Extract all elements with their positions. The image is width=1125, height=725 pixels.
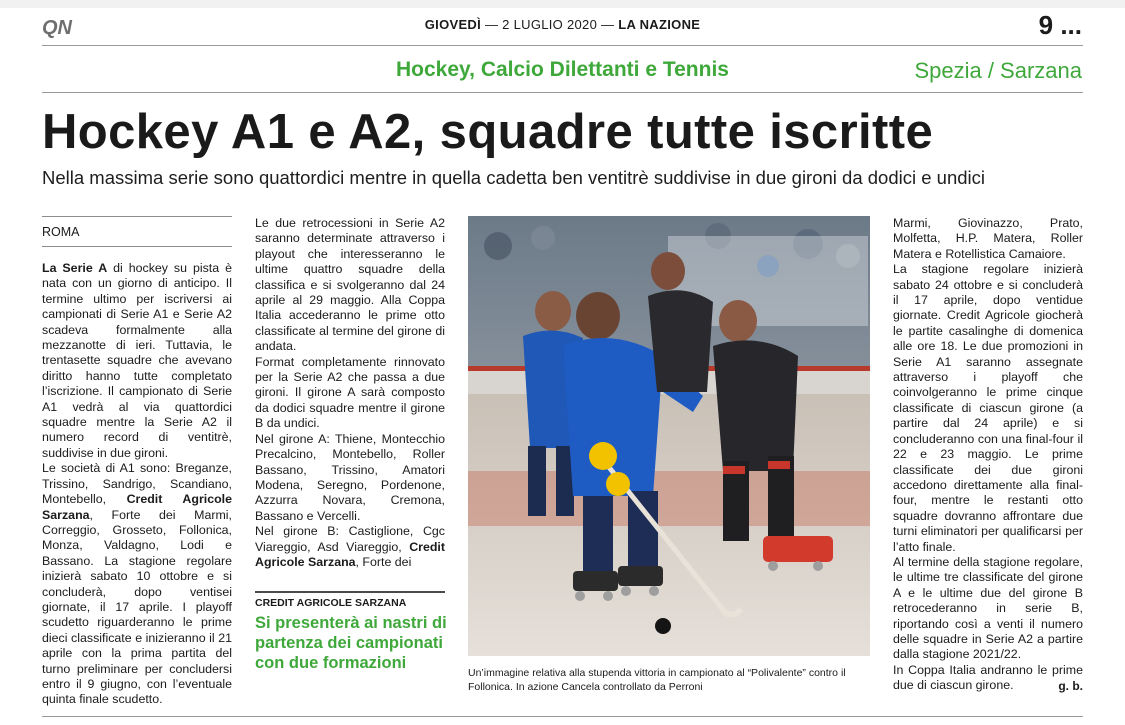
paragraph-text: Le società di A1 sono: Breganze, Trissino, Sandrigo, Scandiano, Montebello, (42, 461, 232, 507)
dateline-rule-top (42, 216, 232, 217)
paragraph-text: di hockey su pista è nata con un giorno di anticipo. Il termine ultimo per iscriversi ai campionati di Serie A1 e Serie A2 scadeva formalmente alla mezzanotte di ieri. Tuttavia, le trentasette squadre che avevano diritto hanno tutte completato l’iscrizione. Il campionato di Serie A1 vedrà al via quattordici squadre mentre la Serie A2 il numero record di ventitrè, suddivise in due gironi. (42, 261, 232, 460)
author-signature: g. b. (1058, 679, 1083, 693)
svg-text:QN: QN (42, 17, 72, 38)
article-column-2 (255, 216, 445, 570)
box-label: CREDIT AGRICOLE SARZANA (255, 597, 407, 609)
team-name-bold: Credit Agricole Sarzana (42, 492, 232, 522)
section-title: Hockey, Calcio Dilettanti e Tennis (396, 58, 729, 81)
dateline (0, 17, 1125, 32)
column-1-paragraph-1 (42, 261, 232, 461)
hockey-photo (468, 216, 870, 656)
article-dateline: ROMA (42, 225, 80, 239)
box-rule (255, 591, 445, 593)
date-day: GIOVEDÌ (424, 17, 482, 32)
paragraph-text: , Forte dei (355, 554, 412, 569)
paragraph-text: , Forte dei Marmi, Correggio, Grosseto, Follonica, Monza, Valdagno, Lodi e Bassano. La stagione regolare inizierà sabato 10 ottobre e si concluderà, dopo ventisei giornate, il 17 aprile. I playoff scudetto riguarderanno le prime dieci classificate e inizieranno il 21 aprile con la prima partita del turno preliminare per concludersi entro il 9 giugno, con l’eventuale quinta finale scudetto. (42, 507, 232, 707)
column-2-paragraph-1: Le due retrocessioni in Serie A2 saranno determinate attraverso i playout che interesseranno le ultime quattro squadre della classifica e si svolgeranno dal 24 aprile al 29 maggio. Alla Coppa Italia accederanno le prime otto classificate al termine del girone di andata. (255, 216, 445, 354)
article-column-3 (893, 216, 1083, 694)
paragraph-text: Nel girone B: Castiglione, Cgc Viareggio, Asd Viareggio, (255, 524, 445, 554)
top-margin-strip (0, 0, 1125, 8)
lead-in: La Serie A (42, 261, 108, 275)
newspaper-name: LA NAZIONE (618, 17, 701, 32)
footer-rule (42, 716, 1083, 717)
article-subheadline: Nella massima serie sono quattordici mentre in quella cadetta ben ventitrè suddivise in due gironi da dodici e undici (42, 167, 986, 188)
column-2-paragraph-2: Format completamente rinnovato per la Serie A2 che passa a due gironi. Il girone A sarà composto da dodici squadre mentre il girone B da undici. (255, 354, 445, 431)
photo-caption: Un’immagine relativa alla stupenda vittoria in campionato al “Polivalente” contro il Follonica. In azione Cancela controllato da Perroni (468, 667, 846, 693)
column-2-paragraph-4 (255, 524, 445, 570)
column-3-paragraph-4: In Coppa Italia andranno le prime due di ciascun girone. (893, 662, 1083, 693)
team-name-bold: Credit Agricole Sarzana (255, 539, 445, 569)
box-title: Si presenterà ai nastri di partenza dei campionati con due formazioni (255, 614, 447, 672)
dateline-rule-bottom (42, 246, 232, 247)
column-2-paragraph-3: Nel girone A: Thiene, Montecchio Precalcino, Montebello, Roller Bassano, Trissino, Amatori Modena, Seregno, Pordenone, Azzurra Novara, Cremona, Bassano e Vercelli. (255, 431, 445, 523)
column-3-paragraph-3: Al termine della stagione regolare, le ultime tre classificate del girone A e le ultime due del girone B retrocederanno in serie B, riportando così a venti il numero delle squadre in Serie A2 a partire dalla stagione 2021/22. (893, 554, 1083, 662)
column-3-paragraph-1: Marmi, Giovinazzo, Prato, Molfetta, H.P. Matera, Roller Matera e Rotellistica Camaiore. (893, 216, 1083, 261)
article-headline: Hockey A1 e A2, squadre tutte iscritte (42, 105, 934, 159)
page-number: 9 ... (1038, 10, 1082, 40)
date-text: — 2 LUGLIO 2020 — (484, 17, 615, 32)
section-rule (42, 92, 1083, 93)
column-1-paragraph-2 (42, 461, 232, 708)
article-column-1 (42, 261, 232, 708)
header-rule (42, 45, 1083, 46)
local-edition: Spezia / Sarzana (914, 58, 1082, 83)
column-3-paragraph-2: La stagione regolare inizierà sabato 24 ottobre e si concluderà il 17 aprile, dopo ventidue giornate. Credit Agricole giocherà le partite casalinghe di domenica alle ore 18. Le due promozioni in Serie A1 saranno assegnate attraverso i playoff che coinvolgeranno le prime cinque classificate di ciascun girone (a partire dal 24 aprile) e si concluderanno con una final-four il 22 e 23 maggio. Le prime classificate dei due gironi accedono direttamente alla final-four, mentre le restanti otto squadre dovranno affrontare due turni eliminatori per qualificarsi per l’atto finale. (893, 262, 1083, 554)
